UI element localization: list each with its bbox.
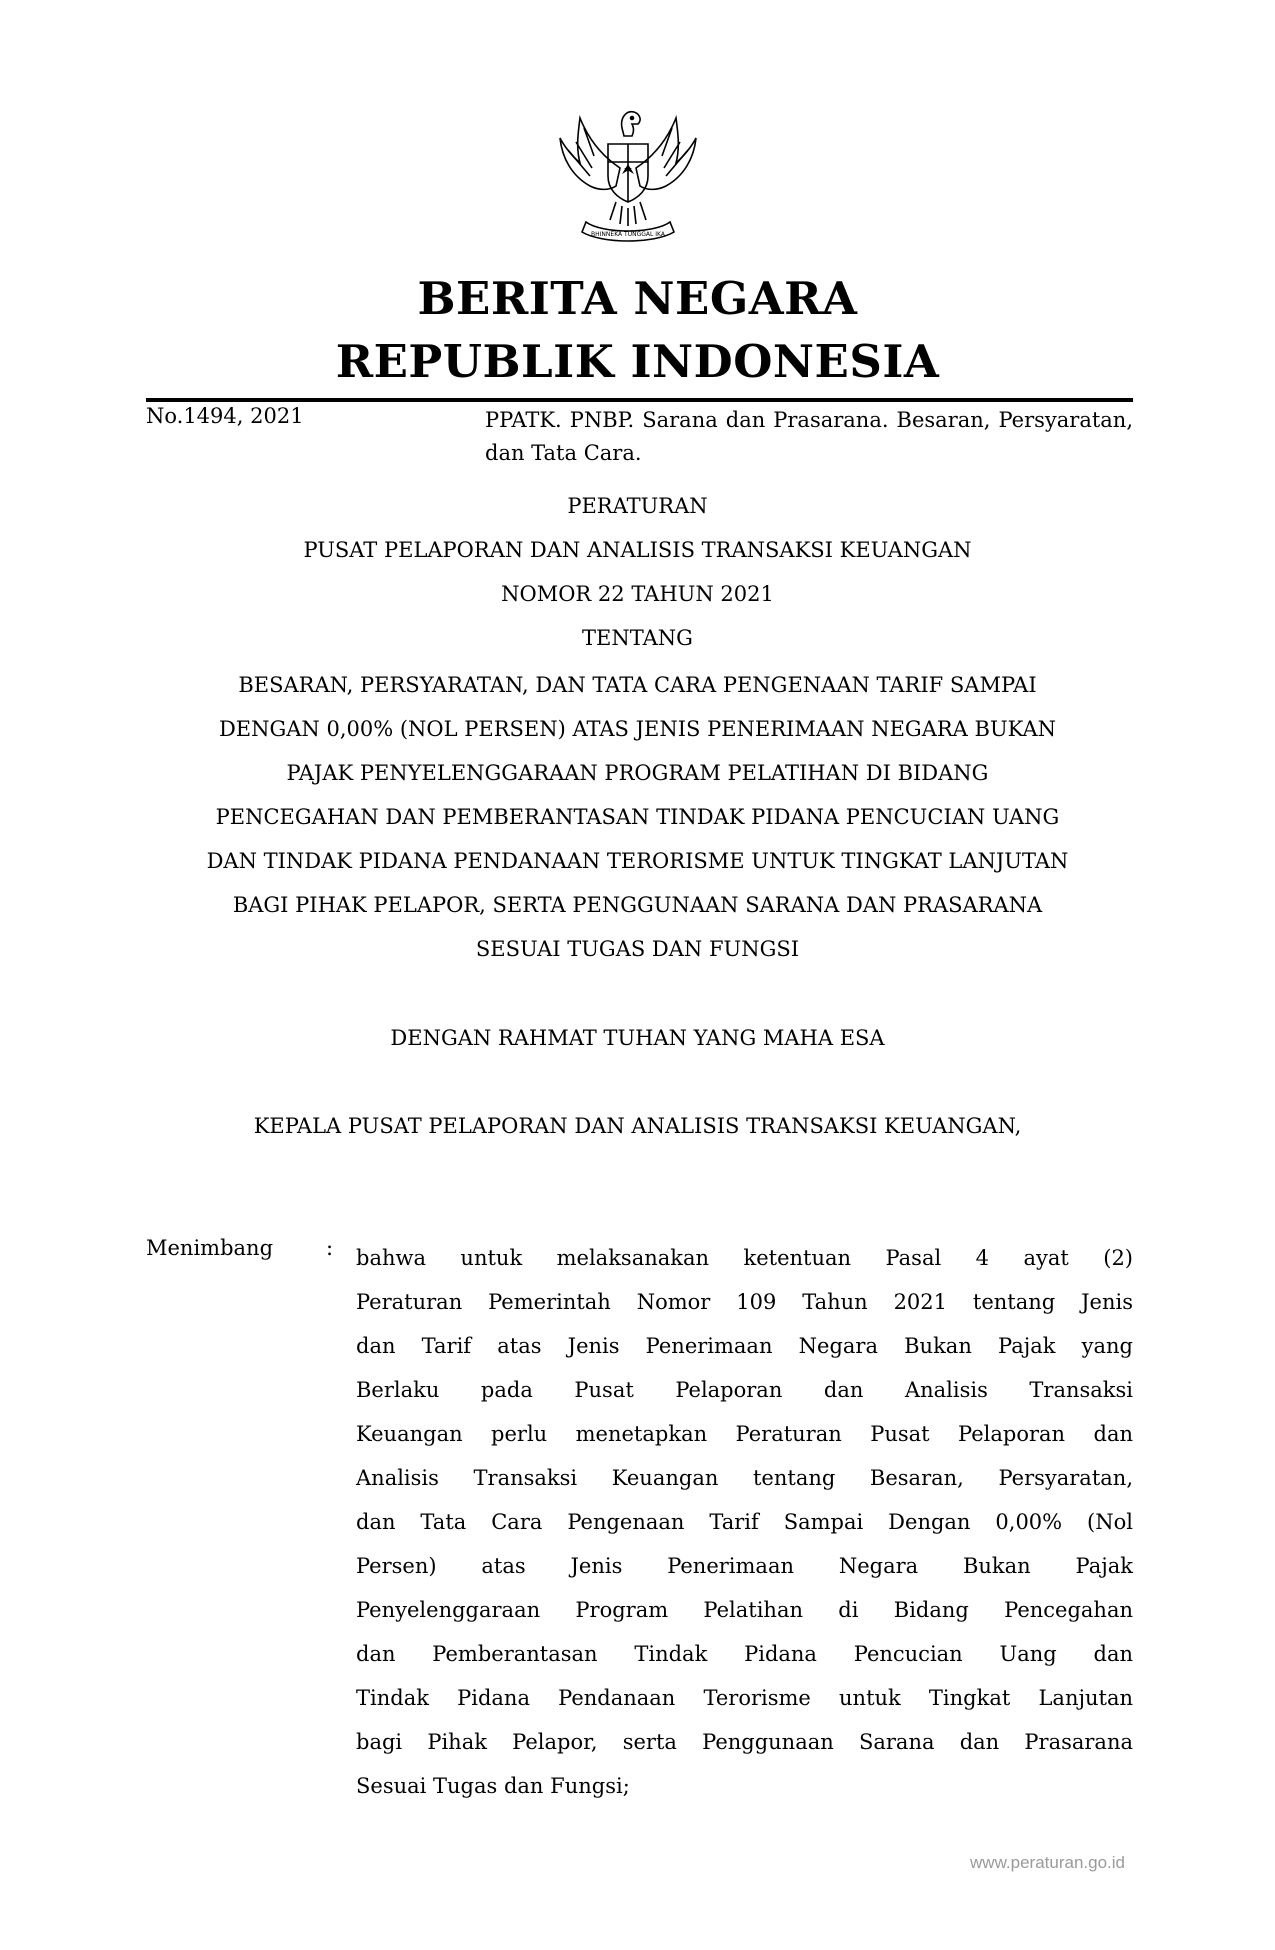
title-line: BAGI PIHAK PELAPOR, SERTA PENGGUNAAN SARANA DAN PRASARANA	[232, 893, 1043, 917]
paragraph-line: Penyelenggaraan Program Pelatihan di Bidang Pencegahan	[356, 1598, 1133, 1622]
paragraph-line: Berlaku pada Pusat Pelaporan dan Analisis Transaksi	[356, 1378, 1133, 1402]
title-line: PENCEGAHAN DAN PEMBERANTASAN TINDAK PIDANA PENCUCIAN UANG	[215, 805, 1060, 829]
masthead-title-line2: REPUBLIK INDONESIA	[335, 335, 940, 388]
masthead-title-line1: BERITA NEGARA	[417, 272, 858, 325]
considering-colon: :	[326, 1236, 334, 1260]
footer-url: www.peraturan.go.id	[970, 1853, 1125, 1872]
paragraph-line: dan Tarif atas Jenis Penerimaan Negara Bukan Pajak yang	[356, 1334, 1133, 1358]
considering-label: Menimbang	[146, 1236, 274, 1260]
svg-text:BHINNEKA TUNGGAL IKA: BHINNEKA TUNGGAL IKA	[591, 231, 665, 238]
paragraph-line: Analisis Transaksi Keuangan tentang Besaran, Persyaratan,	[356, 1466, 1133, 1490]
paragraph-line: Sesuai Tugas dan Fungsi;	[356, 1774, 630, 1798]
official-title: KEPALA PUSAT PELAPORAN DAN ANALISIS TRANSAKSI KEUANGAN,	[253, 1114, 1022, 1138]
gazette-number: No.1494, 2021	[146, 404, 304, 428]
paragraph-line: bahwa untuk melaksanakan ketentuan Pasal 4 ayat (2)	[356, 1246, 1133, 1270]
regulation-number: NOMOR 22 TAHUN 2021	[501, 582, 774, 606]
paragraph-line: Keuangan perlu menetapkan Peraturan Pusat Pelaporan dan	[356, 1422, 1133, 1446]
invocation: DENGAN RAHMAT TUHAN YANG MAHA ESA	[390, 1026, 885, 1050]
regulation-type: PERATURAN	[567, 494, 708, 518]
regulation-title	[130, 663, 1145, 971]
paragraph-line: dan Tata Cara Pengenaan Tarif Sampai Dengan 0,00% (Nol	[356, 1510, 1133, 1534]
title-line: PAJAK PENYELENGGARAAN PROGRAM PELATIHAN DI BIDANG	[286, 761, 989, 785]
paragraph-line: bagi Pihak Pelapor, serta Penggunaan Sarana dan Prasarana	[356, 1730, 1133, 1754]
paragraph-line: Peraturan Pemerintah Nomor 109 Tahun 2021 tentang Jenis	[356, 1290, 1133, 1314]
paragraph-line: Persen) atas Jenis Penerimaan Negara Bukan Pajak	[356, 1554, 1133, 1578]
title-line: SESUAI TUGAS DAN FUNGSI	[475, 937, 800, 961]
masthead-divider	[146, 398, 1133, 402]
gazette-subject: PPATK. PNBP. Sarana dan Prasarana. Besaran, Persyaratan, dan Tata Cara.	[485, 408, 1133, 465]
title-line: DENGAN 0,00% (NOL PERSEN) ATAS JENIS PENERIMAAN NEGARA BUKAN	[218, 717, 1057, 741]
regulation-about: TENTANG	[582, 626, 693, 650]
regulation-issuer: PUSAT PELAPORAN DAN ANALISIS TRANSAKSI KEUANGAN	[303, 538, 972, 562]
paragraph-line: dan Pemberantasan Tindak Pidana Pencucian Uang dan	[356, 1642, 1133, 1666]
title-line: DAN TINDAK PIDANA PENDANAAN TERORISME UNTUK TINGKAT LANJUTAN	[206, 849, 1069, 873]
garuda-emblem-icon	[550, 98, 706, 248]
title-line: BESARAN, PERSYARATAN, DAN TATA CARA PENGENAAN TARIF SAMPAI	[238, 673, 1037, 697]
paragraph-line: Tindak Pidana Pendanaan Terorisme untuk Tingkat Lanjutan	[356, 1686, 1133, 1710]
considering-paragraph	[356, 1236, 1133, 1808]
